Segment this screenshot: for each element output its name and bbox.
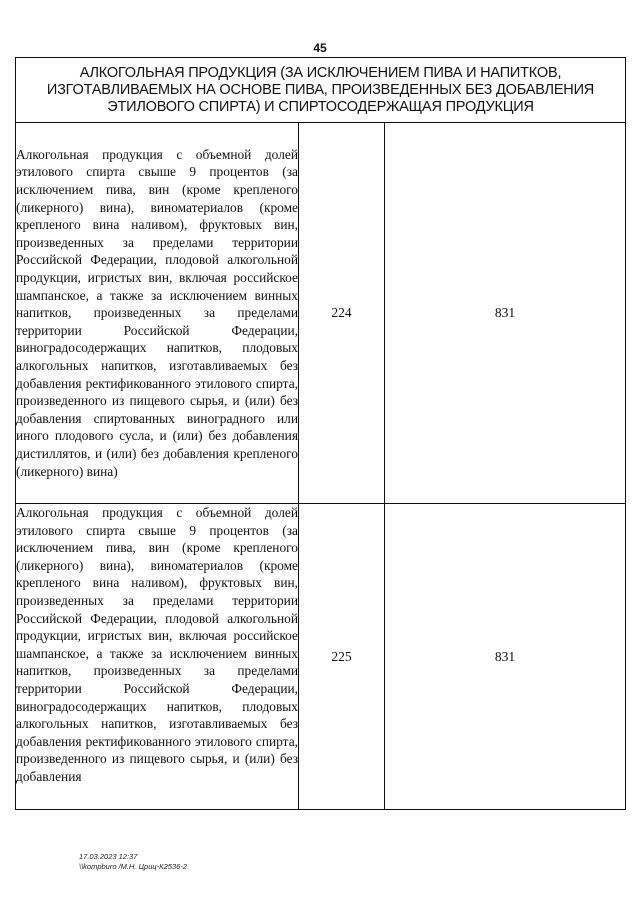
footer-timestamp: 17.03.2023 12:37	[79, 852, 138, 861]
footer-stamp	[79, 852, 187, 872]
product-code: 225	[299, 504, 385, 810]
product-value: 831	[385, 123, 626, 504]
product-code: 224	[299, 123, 385, 504]
product-description: Алкогольная продукция с объемной долей этилового спирта свыше 9 процентов (за исключением пива, вин (кроме крепленого (ликерного) вина), виноматериалов (кроме крепленого вина наливом), фруктовых вин, произведенных за пределами территории Российской Федерации, плодовой алкогольной продукции, игристых вин, включая российское шампанское, а также за исключением винных напитков, произведенных за пределами территории Российской Федерации, виноградосодержащих напитков, плодовых алкогольных напитков, изготавливаемых без добавления ректификованного этилового спирта, произведенного из пищевого сырья, и (или) без добавления спиртованных виноградного или иного плодового сусла, и (или) без добавления дистиллятов, и (или) без добавления крепленого (ликерного) вина)	[16, 123, 299, 504]
table-row	[16, 504, 626, 810]
table-header-row	[16, 58, 626, 123]
page-number: 45	[313, 41, 327, 55]
footer-file-path: \\kompburo /М.Н. Цриц-К2536-2	[79, 862, 187, 871]
document-table	[15, 57, 626, 810]
product-value: 831	[385, 504, 626, 810]
table-row	[16, 123, 626, 504]
product-description-cell	[16, 504, 299, 810]
product-description: Алкогольная продукция с объемной долей этилового спирта свыше 9 процентов (за исключением пива, вин (кроме крепленого (ликерного) вина), виноматериалов (кроме крепленого вина наливом), фруктовых вин, произведенных за пределами территории Российской Федерации, плодовой алкогольной продукции, игристых вин, включая российское шампанское, а также за исключением винных напитков, произведенных за пределами территории Российской Федерации, виноградосодержащих напитков, плодовых алкогольных напитков, изготавливаемых без добавления ректификованного этилового спирта, произведенного из пищевого сырья, и (или) без добавления	[16, 505, 298, 784]
section-header: АЛКОГОЛЬНАЯ ПРОДУКЦИЯ (ЗА ИСКЛЮЧЕНИЕМ ПИВА И НАПИТКОВ, ИЗГОТАВЛИВАЕМЫХ НА ОСНОВЕ ПИВА, ПРОИЗВЕДЕННЫХ БЕЗ ДОБАВЛЕНИЯ ЭТИЛОВОГО СПИРТА) И СПИРТОСОДЕРЖАЩАЯ ПРОДУКЦИЯ	[16, 58, 626, 123]
